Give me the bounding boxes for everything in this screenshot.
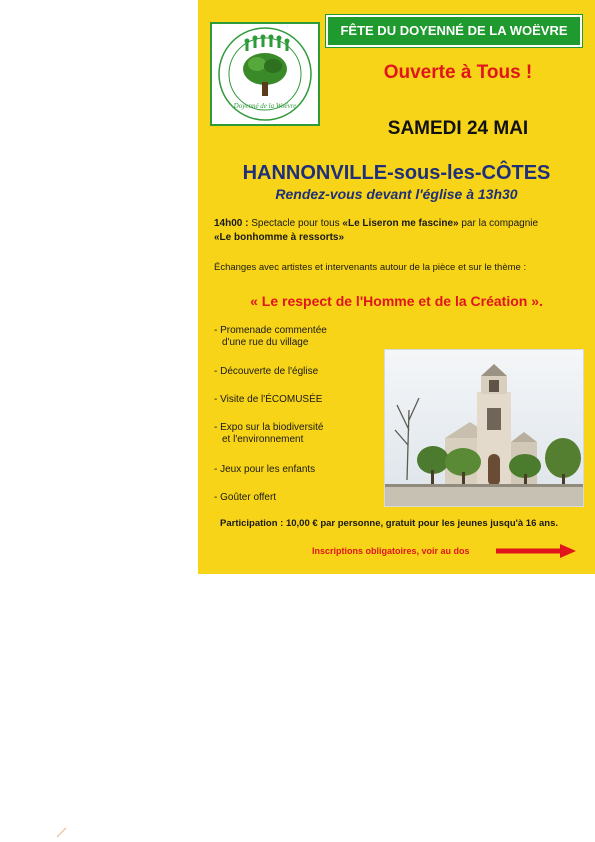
tree-logo-icon (212, 24, 318, 124)
list-item: - Jeux pour les enfants (214, 464, 316, 475)
program-text2: par la compagnie (458, 218, 539, 229)
program-text1: Spectacle pour tous (248, 218, 343, 229)
pen-mark-icon (56, 826, 68, 838)
event-date: SAMEDI 24 MAI (387, 118, 529, 139)
participation-text: Participation : 10,00 € par personne, gratuit pour les jeunes jusqu'à 16 ans. (220, 518, 559, 529)
inscriptions-text: Inscriptions obligatoires, voir au dos (312, 546, 470, 556)
theme-quote: « Le respect de l'Homme et de la Création ». (250, 293, 543, 309)
exchanges-text: Échanges avec artistes et intervenants autour de la pièce et sur le thème : (214, 262, 527, 273)
show-title: «Le Liseron me fascine» (342, 218, 459, 229)
flyer (198, 0, 595, 574)
list-item: - Visite de l'ÉCOMUSÉE (214, 394, 323, 405)
list-item: - Expo sur la biodiversité et l'environnement (214, 422, 324, 445)
meeting-point: Rendez-vous devant l'église à 13h30 (275, 186, 518, 202)
company-name: «Le bonhomme à ressorts» (214, 232, 345, 243)
list-item: - Goûter offert (214, 492, 277, 503)
arrow-right-icon (496, 543, 576, 559)
program-time: 14h00 : (214, 218, 249, 229)
church-image (385, 350, 583, 506)
open-to-all: Ouverte à Tous ! (383, 62, 533, 83)
list-item: - Découverte de l'église (214, 366, 319, 377)
church-photo (384, 349, 584, 507)
list-item: - Promenade commentée d'une rue du village (214, 325, 327, 348)
event-banner: FÊTE DU DOYENNÉ DE LA WOËVRE (326, 15, 582, 47)
program-text (214, 217, 584, 245)
town-name: HANNONVILLE-sous-les-CÔTES (242, 162, 551, 184)
logo-text: Doyenné de la Woëvre (233, 102, 297, 110)
logo (210, 22, 320, 126)
